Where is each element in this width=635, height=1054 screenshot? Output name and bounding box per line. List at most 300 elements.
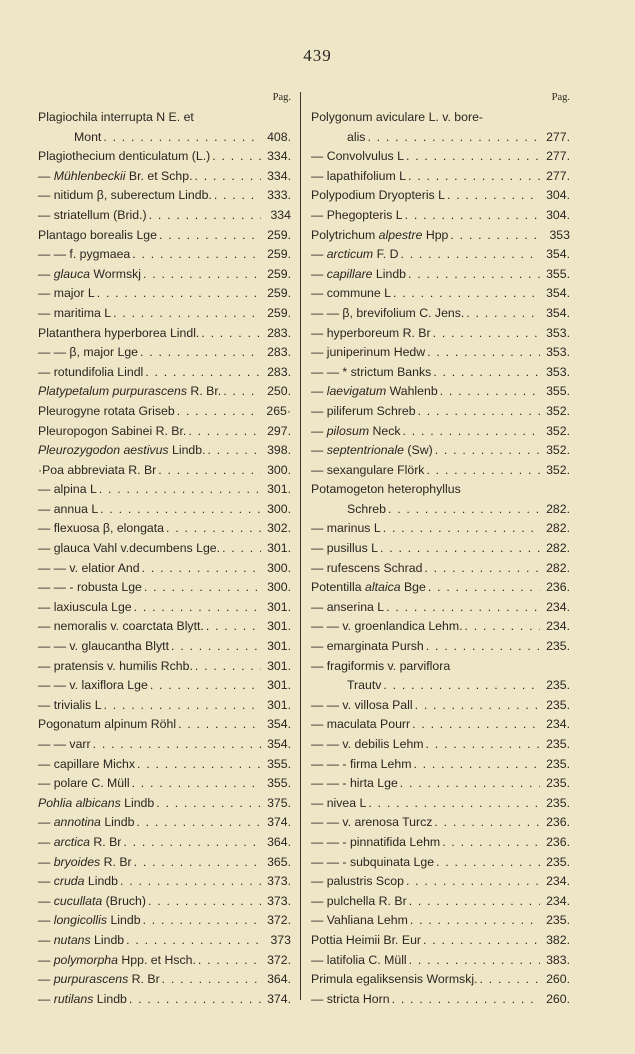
entry-page-number: 301. [267, 678, 291, 693]
leader-dots [126, 931, 261, 951]
entry-page-number: 398. [267, 443, 291, 458]
column-header-pag: Pag. [272, 92, 291, 103]
leader-dots [465, 617, 540, 637]
leader-dots [386, 598, 540, 618]
index-entry [38, 970, 291, 990]
entry-page-number: 355. [546, 384, 570, 399]
entry-name-part: Bge [400, 580, 426, 595]
entry-name-part: — [311, 384, 327, 399]
index-entry [311, 500, 570, 520]
index-entry [311, 206, 570, 226]
index-entry [311, 147, 570, 167]
entry-name-part: rutilans [53, 991, 94, 1006]
leader-dots [99, 480, 261, 500]
entry-name-part: — sexangulare Flörk [311, 462, 425, 477]
entry-page-number: 375. [267, 795, 291, 810]
entry-name-part: — Vahliana Lehm [311, 913, 408, 928]
entry-name-part: Lindb [84, 874, 118, 889]
leader-dots [406, 147, 540, 167]
entry-name-part: — [311, 443, 327, 458]
leader-dots [427, 343, 540, 363]
entry-name-part: glauca [53, 266, 90, 281]
entry-name-part: — nitidum β, suberectum Lindb. [38, 188, 212, 203]
index-entry [311, 911, 570, 931]
index-entry [311, 970, 570, 990]
index-entry [38, 990, 291, 1010]
entry-name-part: — — v. groenlandica Lehm. [311, 619, 463, 634]
leader-dots [409, 892, 540, 912]
entry-name-part: Pleurozygodon aestivus [38, 443, 169, 458]
index-entries-right [311, 108, 570, 1009]
entry-page-number: 277. [546, 168, 570, 183]
entry-name-part: Lindb [100, 815, 135, 830]
leader-dots [120, 872, 261, 892]
leader-dots [137, 755, 261, 775]
leader-dots [413, 755, 540, 775]
entry-name-part: — trivialis L [38, 697, 102, 712]
entry-page-number: 333. [267, 188, 291, 203]
entry-page-number: 300. [267, 580, 291, 595]
entry-page-number: 259. [267, 286, 291, 301]
leader-dots [136, 813, 261, 833]
leader-dots [103, 128, 261, 148]
index-entry [311, 108, 570, 128]
entry-page-number: 300. [267, 462, 291, 477]
index-entry [38, 422, 291, 442]
entry-name-part: — major L [38, 286, 95, 301]
entry-page-number: 354. [546, 305, 570, 320]
entry-name-part: — maritima L [38, 305, 112, 320]
entry-name-part: Pleuropogon Sabinei R. Br. [38, 423, 187, 438]
entry-name-part: — alpina L [38, 482, 97, 497]
leader-dots [367, 128, 540, 148]
index-entry [38, 441, 291, 461]
entry-page-number: 355. [267, 776, 291, 791]
index-entry [311, 226, 570, 246]
entry-name-part: Platanthera hyperborea Lindl. [38, 325, 200, 340]
index-entry [311, 578, 570, 598]
leader-dots [442, 833, 540, 853]
page-number: 439 [303, 46, 332, 65]
index-entry [38, 206, 291, 226]
index-entry [38, 167, 291, 187]
index-entry [38, 245, 291, 265]
index-entry [38, 774, 291, 794]
leader-dots [123, 833, 261, 853]
leader-dots [142, 559, 261, 579]
entry-page-number: 259. [267, 227, 291, 242]
entry-name-part: — — - hirta Lge [311, 776, 398, 791]
index-entry [311, 755, 570, 775]
entry-name-part: — latifolia C. Müll [311, 952, 407, 967]
entry-page-number: 235. [546, 913, 570, 928]
index-entry [38, 480, 291, 500]
index-entry [38, 519, 291, 539]
entry-name-part: Hpp [422, 227, 449, 242]
leader-dots [412, 715, 540, 735]
entry-name-part: Mühlenbeckii [53, 168, 126, 183]
entry-name-part: — [311, 423, 327, 438]
leader-dots [388, 500, 540, 520]
entry-name-part: — pratensis v. humilis Rchb. [38, 658, 193, 673]
entry-page-number: 235. [546, 756, 570, 771]
entry-name-part: — rotundifolia Lindl [38, 364, 144, 379]
index-entry [311, 637, 570, 657]
index-entry [311, 853, 570, 873]
entry-page-number: 304. [546, 207, 570, 222]
entry-name-part: — rufescens Schrad [311, 560, 423, 575]
index-entry [38, 735, 291, 755]
index-entry [38, 578, 291, 598]
leader-dots [434, 813, 540, 833]
entry-name-part: — nivea L [311, 795, 367, 810]
leader-dots [440, 382, 540, 402]
entry-name-part: — [38, 972, 54, 987]
entry-page-number: 302. [267, 521, 291, 536]
index-entry [38, 343, 291, 363]
index-entry [311, 833, 570, 853]
index-entry [311, 284, 570, 304]
entry-page-number: 236. [546, 580, 570, 595]
index-column-left [38, 88, 291, 1009]
index-entry [38, 676, 291, 696]
entry-page-number: 259. [267, 247, 291, 262]
entry-name-part: alis [347, 129, 366, 144]
leader-dots [383, 676, 540, 696]
leader-dots [188, 422, 261, 442]
entry-name-part: — hyperboreum R. Br [311, 325, 431, 340]
index-entry [38, 931, 291, 951]
entry-name-part: — — v. arenosa Turcz [311, 815, 433, 830]
entry-name-part: Lindb [90, 932, 125, 947]
leader-dots [433, 324, 540, 344]
entry-name-part: — pulchella R. Br [311, 893, 407, 908]
entry-name-part: R. Br [128, 972, 160, 987]
entry-name-part: F. D [373, 247, 399, 262]
index-entry [38, 402, 291, 422]
entry-name-part: R. Br. [187, 384, 222, 399]
entry-name-part: — [38, 893, 54, 908]
index-entry [311, 617, 570, 637]
entry-name-part: — [38, 815, 54, 830]
leader-dots [392, 990, 540, 1010]
leader-dots [97, 284, 261, 304]
leader-dots [132, 774, 261, 794]
leader-dots [409, 951, 540, 971]
entry-name-part: — piliferum Schreb [311, 403, 416, 418]
index-entry [311, 167, 570, 187]
index-entry [38, 755, 291, 775]
leader-dots [436, 853, 540, 873]
entry-name-part: — annua L [38, 501, 99, 516]
leader-dots [447, 186, 540, 206]
leader-dots [393, 284, 540, 304]
entry-name-part: Lindb [93, 991, 127, 1006]
entry-name-part: — — v. villosa Pall [311, 697, 413, 712]
leader-dots [143, 911, 261, 931]
leader-dots [194, 167, 261, 187]
entry-page-number: 297. [267, 423, 291, 438]
entry-page-number: 383. [546, 952, 570, 967]
entry-page-number: 234. [546, 893, 570, 908]
index-entry [311, 990, 570, 1010]
index-entry [38, 637, 291, 657]
index-entry [38, 284, 291, 304]
leader-dots [134, 598, 261, 618]
index-entry [38, 833, 291, 853]
entry-name-part: Pohlia albicans [38, 795, 121, 810]
index-entry [38, 108, 291, 128]
leader-dots [149, 206, 261, 226]
index-entry [38, 186, 291, 206]
index-entry [311, 539, 570, 559]
entry-page-number: 374. [267, 815, 291, 830]
index-entry [38, 324, 291, 344]
entry-page-number: 259. [267, 266, 291, 281]
entry-page-number: 300. [267, 560, 291, 575]
index-entry [38, 128, 291, 148]
index-entry [38, 304, 291, 324]
entry-page-number: 353. [546, 325, 570, 340]
entry-name-part: — — - firma Lehm [311, 756, 412, 771]
index-entry [311, 598, 570, 618]
leader-dots [206, 617, 261, 637]
entry-page-number: 301. [267, 658, 291, 673]
leader-dots [144, 578, 261, 598]
index-entry [311, 461, 570, 481]
entry-name-part: Pogonatum alpinum Röhl [38, 717, 177, 732]
index-entry [38, 461, 291, 481]
entry-page-number: 352. [546, 443, 570, 458]
leader-dots [410, 911, 540, 931]
entry-name-part: capillare [326, 266, 373, 281]
entry-page-number: 301. [267, 541, 291, 556]
entry-name-part: — [38, 991, 54, 1006]
leader-dots [143, 265, 261, 285]
entry-name-part: Plagiochila interrupta N E. et [38, 110, 194, 124]
index-entry [38, 617, 291, 637]
entry-name-part: — pusillus L [311, 541, 378, 556]
entry-name-part: Schreb [347, 501, 386, 516]
leader-dots [93, 735, 261, 755]
leader-dots [140, 343, 261, 363]
leader-dots [406, 872, 540, 892]
entry-name-part: — — v. laxiflora Lge [38, 678, 148, 693]
entry-name-part: Pottia Heimii Br. Eur [311, 932, 422, 947]
leader-dots [158, 461, 261, 481]
leader-dots [428, 578, 540, 598]
entry-name-part: septentrionale [326, 443, 404, 458]
entry-name-part: — marinus L [311, 521, 381, 536]
index-entry [311, 128, 570, 148]
leader-dots [148, 892, 261, 912]
entry-page-number: 352. [546, 403, 570, 418]
entry-name-part: R. Br [89, 834, 122, 849]
leader-dots [423, 931, 540, 951]
index-entry [38, 696, 291, 716]
entry-name-part: purpurascens [53, 972, 129, 987]
column-header-pag: Pag. [551, 92, 570, 103]
entry-name-part: Wahlenb [386, 384, 438, 399]
entry-name-part: Trautv [347, 678, 382, 693]
entry-name-part: arcticum [326, 247, 374, 262]
entry-page-number: 283. [267, 345, 291, 360]
index-entry [311, 892, 570, 912]
entry-name-part: Lindb [107, 913, 141, 928]
entry-page-number: 234. [546, 874, 570, 889]
entry-name-part: — — β, brevifolium C. Jens. [311, 305, 465, 320]
index-entry [38, 539, 291, 559]
entry-name-part: — anserina L [311, 599, 385, 614]
index-entry [311, 657, 570, 677]
entry-page-number: 301. [267, 482, 291, 497]
entry-name-part: nutans [53, 932, 91, 947]
index-entry [38, 911, 291, 931]
entry-page-number: 235. [546, 854, 570, 869]
entry-name-part: — stricta Horn [311, 991, 390, 1006]
entry-page-number: 373. [267, 874, 291, 889]
index-entry [311, 186, 570, 206]
entry-name-part: — — f. pygmaea [38, 247, 131, 262]
leader-dots [400, 774, 540, 794]
index-entry [38, 265, 291, 285]
leader-dots [134, 853, 261, 873]
index-entry [38, 794, 291, 814]
entry-name-part: Plagiothecium denticulatum (L.) [38, 149, 211, 164]
index-entry [311, 794, 570, 814]
entry-name-part: — [38, 952, 54, 967]
leader-dots [435, 441, 540, 461]
entry-name-part: pilosum [326, 423, 370, 438]
entry-name-part: Pleurogyne rotata Griseb [38, 403, 175, 418]
entry-page-number: 355. [267, 756, 291, 771]
leader-dots [415, 696, 540, 716]
leader-dots [222, 539, 261, 559]
entry-page-number: 334. [267, 168, 291, 183]
entry-page-number: 282. [546, 501, 570, 516]
leader-dots [150, 676, 261, 696]
index-entry [311, 382, 570, 402]
entry-page-number: 334. [267, 149, 291, 164]
entry-name-part: — fragiformis v. parviflora [311, 658, 451, 673]
entry-name-part: — — β, major Lge [38, 345, 139, 360]
entry-page-number: 301. [267, 639, 291, 654]
leader-dots [368, 794, 540, 814]
entry-name-part: — — - subquinata Lge [311, 854, 435, 869]
leader-dots [178, 715, 261, 735]
entry-page-number: 354. [546, 247, 570, 262]
index-entry [311, 480, 570, 500]
index-entry [311, 774, 570, 794]
entry-name-part: — [38, 874, 54, 889]
index-entry [38, 813, 291, 833]
entry-name-part: — — v. glaucantha Blytt [38, 639, 169, 654]
leader-dots [132, 245, 261, 265]
entry-name-part: — polare C. Müll [38, 776, 130, 791]
leader-dots [408, 167, 540, 187]
leader-dots [171, 637, 261, 657]
leader-dots [466, 304, 540, 324]
entry-page-number: 372. [267, 913, 291, 928]
leader-dots [212, 147, 261, 167]
entry-page-number: 260. [546, 991, 570, 1006]
index-entry [311, 324, 570, 344]
entry-name-part: — lapathifolium L [311, 168, 407, 183]
index-entry [311, 422, 570, 442]
leader-dots [433, 363, 540, 383]
entry-page-number: 372. [267, 952, 291, 967]
entry-name-part: annotina [53, 815, 101, 830]
entry-page-number: 235. [546, 639, 570, 654]
entry-name-part: Plantago borealis Lge [38, 227, 157, 242]
leader-dots [480, 970, 540, 990]
index-entries-left [38, 108, 291, 1009]
index-entry [311, 402, 570, 422]
index-entry [311, 265, 570, 285]
entry-page-number: 300. [267, 501, 291, 516]
entry-page-number: 234. [546, 619, 570, 634]
index-entry [38, 382, 291, 402]
entry-name-part: — [38, 168, 54, 183]
entry-name-part: Hpp. et Hsch. [117, 952, 196, 967]
entry-page-number: 235. [546, 737, 570, 751]
entry-name-part: R. Br [100, 854, 132, 869]
leader-dots [162, 970, 261, 990]
leader-dots [208, 441, 262, 461]
leader-dots [450, 226, 540, 246]
entry-name-part: — maculata Pourr [311, 717, 411, 732]
entry-name-part: — juniperinum Hedw [311, 345, 426, 360]
entry-page-number: 353. [546, 364, 570, 379]
entry-name-part: laevigatum [326, 384, 387, 399]
index-entry [311, 519, 570, 539]
index-entry [38, 147, 291, 167]
entry-name-part: — [38, 266, 54, 281]
entry-page-number: 236. [546, 834, 570, 849]
leader-dots [201, 324, 261, 344]
leader-dots [214, 186, 261, 206]
entry-name-part: — laxiuscula Lge [38, 599, 132, 614]
entry-name-part: cruda [53, 874, 85, 889]
entry-name-part: bryoides [53, 854, 101, 869]
index-entry [311, 951, 570, 971]
entry-page-number: 235. [546, 678, 570, 693]
entry-page-number: 354. [546, 286, 570, 301]
entry-name-part: — striatellum (Brid.) [38, 207, 147, 222]
entry-name-part: arctica [53, 834, 90, 849]
entry-page-number: 301. [267, 599, 291, 614]
leader-dots [405, 206, 540, 226]
entry-name-part: alpestre [378, 227, 423, 242]
entry-page-number: 235. [546, 776, 570, 791]
entry-page-number: 364. [267, 834, 291, 849]
entry-page-number: 235. [546, 795, 570, 810]
entry-name-part: — — v. elatior And [38, 560, 140, 575]
index-entry [311, 696, 570, 716]
entry-name-part: (Sw) [403, 443, 433, 458]
entry-page-number: 277. [546, 129, 570, 144]
entry-name-part: Potentilla [311, 580, 366, 595]
leader-dots [426, 637, 540, 657]
entry-page-number: 282. [546, 521, 570, 536]
entry-page-number: 234. [546, 717, 570, 732]
entry-page-number: 352. [546, 462, 570, 477]
index-entry [311, 559, 570, 579]
index-entry [311, 715, 570, 735]
entry-page-number: 374. [267, 991, 291, 1006]
entry-name-part: Lindb [372, 266, 407, 281]
entry-name-part: — — varr [38, 737, 91, 751]
